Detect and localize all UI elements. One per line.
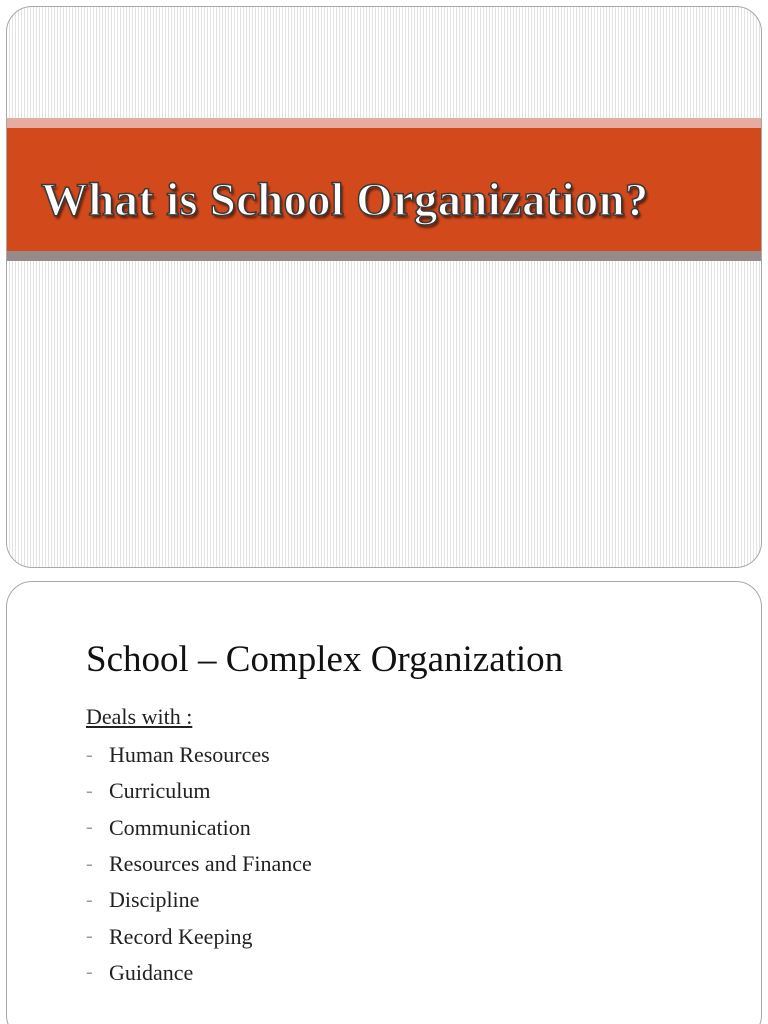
dash-bullet: - (86, 961, 93, 984)
dash-bullet: - (86, 888, 93, 911)
list-item (86, 773, 312, 809)
slide-title: What is School Organization? (41, 174, 649, 226)
slide-2[interactable] (6, 581, 762, 1024)
list-item-text: Communication (109, 814, 251, 840)
list-item (86, 918, 312, 954)
list-item (86, 737, 312, 773)
list-item (86, 882, 312, 918)
title-band-top-stripe (7, 118, 761, 128)
list-item (86, 955, 312, 991)
list-item (86, 810, 312, 846)
topic-list (86, 737, 312, 991)
list-item-text: Guidance (109, 959, 194, 985)
dash-bullet: - (86, 743, 93, 766)
deals-with-label: Deals with : (86, 704, 193, 729)
list-item-text: Discipline (109, 887, 200, 913)
list-item-text: Resources and Finance (109, 851, 312, 877)
dash-bullet: - (86, 779, 93, 802)
list-item (86, 846, 312, 882)
list-item-text: Curriculum (109, 778, 211, 804)
slide-1[interactable] (6, 6, 762, 568)
dash-bullet: - (86, 925, 93, 948)
slide-heading: School – Complex Organization (86, 639, 564, 680)
list-item-text: Record Keeping (109, 923, 253, 949)
dash-bullet: - (86, 816, 93, 839)
list-item-text: Human Resources (109, 742, 270, 768)
dash-bullet: - (86, 852, 93, 875)
title-band-bottom-stripe (7, 251, 761, 261)
